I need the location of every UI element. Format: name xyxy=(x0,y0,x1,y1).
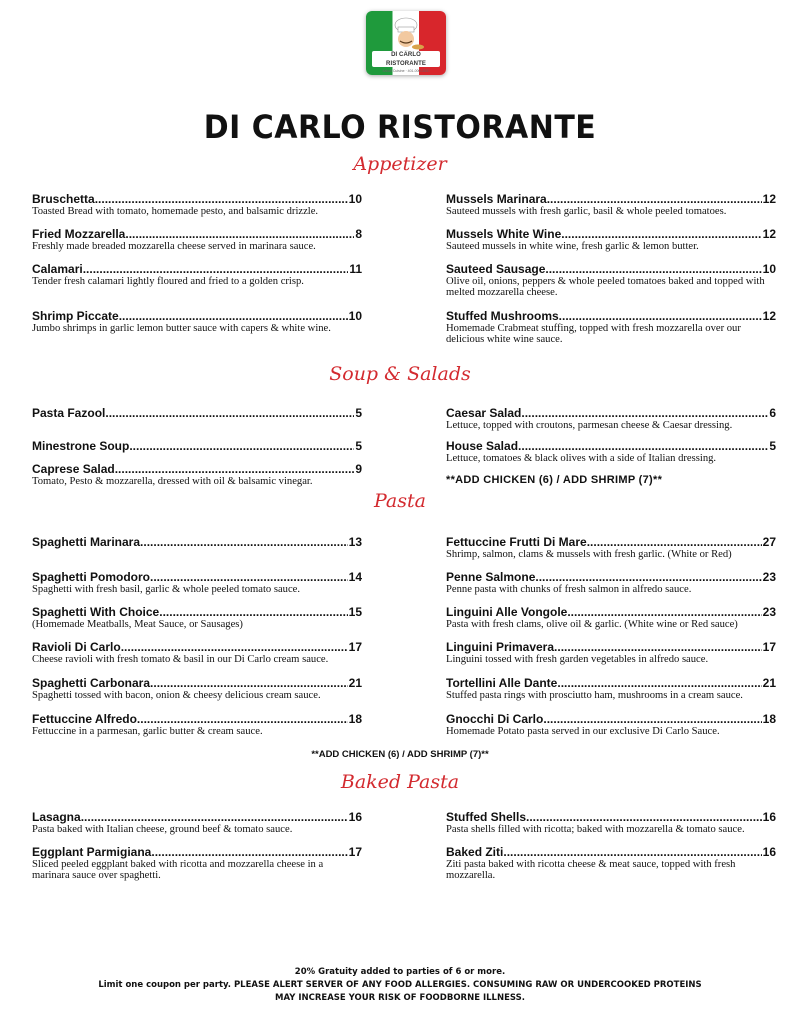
item-name: House Salad xyxy=(446,439,519,453)
item-name: Minestrone Soup xyxy=(32,439,130,453)
item-description: Sliced peeled eggplant baked with ricotta and mozzarella cheese in a marinara sauce over spaghetti. xyxy=(32,859,324,881)
dot-leader xyxy=(547,193,762,206)
item-price: 9 xyxy=(355,462,362,476)
item-name: Spaghetti Pomodoro xyxy=(32,570,150,584)
item-price: 11 xyxy=(349,262,362,276)
dot-leader xyxy=(119,310,348,323)
item-price: 8 xyxy=(355,227,362,241)
logo-name: DI CARLO RISTORANTE xyxy=(386,52,426,67)
item-price: 16 xyxy=(762,810,776,824)
item-description: Penne pasta with chunks of fresh salmon in alfredo sauce. xyxy=(446,584,692,595)
item-price: 21 xyxy=(348,676,362,690)
item-description: (Homemade Meatballs, Meat Sauce, or Sausages) xyxy=(32,619,243,630)
salad-addon-note: **ADD CHICKEN (6) / ADD SHRIMP (7)** xyxy=(446,474,663,486)
dot-leader xyxy=(567,606,761,619)
menu-item xyxy=(32,713,362,737)
dot-leader xyxy=(557,677,761,690)
menu-item xyxy=(32,407,362,420)
menu-item xyxy=(446,193,776,217)
menu-item xyxy=(32,463,362,487)
item-name: Gnocchi Di Carlo xyxy=(446,712,544,726)
footer-foodborne-warning: MAY INCREASE YOUR RISK OF FOODBORNE ILLNESS. xyxy=(275,993,525,1003)
menu-item xyxy=(32,571,362,595)
item-description: Jumbo shrimps in garlic lemon butter sauce with capers & white wine. xyxy=(32,323,331,334)
item-price: 17 xyxy=(762,640,776,654)
item-price: 5 xyxy=(355,406,362,420)
dot-leader xyxy=(518,440,768,453)
section-heading-pasta: Pasta xyxy=(374,490,426,512)
footer-notice xyxy=(0,966,800,1005)
logo-subtitle: Italian Cuisine · 401-000-0000 xyxy=(382,69,430,73)
logo-banner xyxy=(372,51,440,73)
item-name: Mussels Marinara xyxy=(446,192,547,206)
pasta-addon-note: **ADD CHICKEN (6) / ADD SHRIMP (7)** xyxy=(311,749,489,760)
item-name: Baked Ziti xyxy=(446,845,504,859)
dot-leader xyxy=(554,641,762,654)
dot-leader xyxy=(561,228,761,241)
dot-leader xyxy=(521,407,768,420)
item-name: Stuffed Mushrooms xyxy=(446,309,559,323)
dot-leader xyxy=(121,641,348,654)
dot-leader xyxy=(105,407,354,420)
item-price: 12 xyxy=(762,192,776,206)
section-heading-soup-salads: Soup & Salads xyxy=(329,363,471,385)
menu-item xyxy=(446,263,776,298)
menu-item xyxy=(446,846,776,881)
item-description: Spaghetti tossed with bacon, onion & cheesy delicious cream sauce. xyxy=(32,690,321,701)
dot-leader xyxy=(125,228,354,241)
item-name: Calamari xyxy=(32,262,83,276)
item-price: 12 xyxy=(762,309,776,323)
item-name: Spaghetti Carbonara xyxy=(32,676,151,690)
item-price: 5 xyxy=(355,439,362,453)
item-description: Sauteed mussels with fresh garlic, basil & whole peeled tomatoes. xyxy=(446,206,727,217)
section-heading-appetizer: Appetizer xyxy=(353,153,447,175)
section-heading-baked-pasta: Baked Pasta xyxy=(340,771,460,793)
menu-item xyxy=(32,228,362,252)
dot-leader xyxy=(503,846,761,859)
item-description: Spaghetti with fresh basil, garlic & whole peeled tomato sauce. xyxy=(32,584,301,595)
item-name: Sauteed Sausage xyxy=(446,262,546,276)
item-description: Fettuccine in a parmesan, garlic butter & cream sauce. xyxy=(32,726,263,737)
menu-item xyxy=(446,440,776,464)
item-name: Linguini Alle Vongole xyxy=(446,605,568,619)
dot-leader xyxy=(137,713,348,726)
item-description: Olive oil, onions, peppers & whole peeled tomatoes baked and topped with melted mozzarella cheese. xyxy=(446,276,765,298)
dot-leader xyxy=(150,571,348,584)
menu-item xyxy=(446,228,776,252)
item-price: 18 xyxy=(348,712,362,726)
menu-item xyxy=(32,846,362,881)
item-price: 10 xyxy=(348,192,362,206)
footer-gratuity: 20% Gratuity added to parties of 6 or more. xyxy=(294,967,506,977)
item-description: Homemade Crabmeat stuffing, topped with fresh mozzarella over our delicious white wine sauce. xyxy=(446,323,741,345)
menu-item xyxy=(32,440,362,453)
dot-leader xyxy=(535,571,761,584)
menu-item xyxy=(32,536,362,549)
dot-leader xyxy=(95,193,348,206)
item-price: 12 xyxy=(762,227,776,241)
item-price: 15 xyxy=(348,605,362,619)
item-description: Sauteed mussels in white wine, fresh garlic & lemon butter. xyxy=(446,241,699,252)
item-price: 6 xyxy=(769,406,776,420)
item-price: 17 xyxy=(348,640,362,654)
item-name: Stuffed Shells xyxy=(446,810,527,824)
menu-item xyxy=(446,677,776,701)
item-price: 23 xyxy=(762,570,776,584)
dot-leader xyxy=(151,846,347,859)
item-name: Spaghetti With Choice xyxy=(32,605,160,619)
menu-item xyxy=(32,606,362,630)
item-name: Ravioli Di Carlo xyxy=(32,640,121,654)
item-name: Shrimp Piccate xyxy=(32,309,119,323)
item-price: 23 xyxy=(762,605,776,619)
item-price: 21 xyxy=(762,676,776,690)
dot-leader xyxy=(543,713,761,726)
dot-leader xyxy=(559,310,762,323)
item-price: 17 xyxy=(348,845,362,859)
item-price: 18 xyxy=(762,712,776,726)
menu-item xyxy=(32,811,362,835)
item-name: Linguini Primavera xyxy=(446,640,555,654)
menu-item xyxy=(446,571,776,595)
item-description: Pasta baked with Italian cheese, ground beef & tomato sauce. xyxy=(32,824,293,835)
item-description: Tomato, Pesto & mozzarella, dressed with oil & balsamic vinegar. xyxy=(32,476,313,487)
menu-item xyxy=(446,407,776,431)
item-price: 13 xyxy=(348,535,362,549)
menu-item xyxy=(32,193,362,217)
item-description: Toasted Bread with tomato, homemade pesto, and balsamic drizzle. xyxy=(32,206,319,217)
dot-leader xyxy=(140,536,348,549)
item-description: Ziti pasta baked with ricotta cheese & meat sauce, topped with fresh mozzarella. xyxy=(446,859,736,881)
item-name: Lasagna xyxy=(32,810,81,824)
item-name: Penne Salmone xyxy=(446,570,536,584)
menu-item xyxy=(446,310,776,345)
item-name: Caprese Salad xyxy=(32,462,115,476)
item-name: Tortellini Alle Dante xyxy=(446,676,558,690)
item-price: 10 xyxy=(348,309,362,323)
item-description: Pasta shells filled with ricotta; baked with mozzarella & tomato sauce. xyxy=(446,824,745,835)
item-description: Shrimp, salmon, clams & mussels with fresh garlic. (White or Red) xyxy=(446,549,732,560)
item-name: Fried Mozzarella xyxy=(32,227,126,241)
menu-item xyxy=(446,641,776,665)
item-description: Lettuce, tomatoes & black olives with a side of Italian dressing. xyxy=(446,453,717,464)
dot-leader xyxy=(545,263,761,276)
page-title: DI CARLO RISTORANTE xyxy=(203,108,597,147)
menu-item xyxy=(32,263,362,287)
dot-leader xyxy=(526,811,762,824)
dot-leader xyxy=(150,677,348,690)
item-price: 14 xyxy=(348,570,362,584)
item-price: 16 xyxy=(348,810,362,824)
item-description: Tender fresh calamari lightly floured and fried to a golden crisp. xyxy=(32,276,304,287)
footer-allergy-warning: Limit one coupon per party. PLEASE ALERT SERVER OF ANY FOOD ALLERGIES. CONSUMING RAW OR UNDERCOOKED PROTEINS xyxy=(98,980,702,990)
dot-leader xyxy=(129,440,354,453)
item-name: Pasta Fazool xyxy=(32,406,106,420)
menu-item xyxy=(32,641,362,665)
item-price: 5 xyxy=(769,439,776,453)
dot-leader xyxy=(81,811,348,824)
item-name: Caesar Salad xyxy=(446,406,522,420)
menu-item xyxy=(446,536,776,560)
dot-leader xyxy=(115,463,355,476)
item-description: Stuffed pasta rings with prosciutto ham, mushrooms in a cream sauce. xyxy=(446,690,743,701)
item-name: Bruschetta xyxy=(32,192,95,206)
item-description: Pasta with fresh clams, olive oil & garlic. (White wine or Red sauce) xyxy=(446,619,738,630)
menu-item xyxy=(446,811,776,835)
item-description: Cheese ravioli with fresh tomato & basil in our Di Carlo cream sauce. xyxy=(32,654,329,665)
item-description: Lettuce, topped with croutons, parmesan cheese & Caesar dressing. xyxy=(446,420,733,431)
dot-leader xyxy=(83,263,349,276)
item-description: Homemade Potato pasta served in our exclusive Di Carlo Sauce. xyxy=(446,726,720,737)
menu-item xyxy=(32,310,362,334)
item-price: 16 xyxy=(762,845,776,859)
item-name: Fettuccine Alfredo xyxy=(32,712,137,726)
menu-item xyxy=(32,677,362,701)
item-name: Fettuccine Frutti Di Mare xyxy=(446,535,587,549)
item-price: 27 xyxy=(762,535,776,549)
item-description: Freshly made breaded mozzarella cheese served in marinara sauce. xyxy=(32,241,316,252)
item-description: Linguini tossed with fresh garden vegetables in alfredo sauce. xyxy=(446,654,709,665)
item-name: Eggplant Parmigiana xyxy=(32,845,152,859)
menu-item xyxy=(446,713,776,737)
item-price: 10 xyxy=(762,262,776,276)
restaurant-logo xyxy=(366,11,446,75)
item-name: Spaghetti Marinara xyxy=(32,535,141,549)
dot-leader xyxy=(159,606,347,619)
item-name: Mussels White Wine xyxy=(446,227,562,241)
dot-leader xyxy=(587,536,762,549)
menu-item xyxy=(446,606,776,630)
